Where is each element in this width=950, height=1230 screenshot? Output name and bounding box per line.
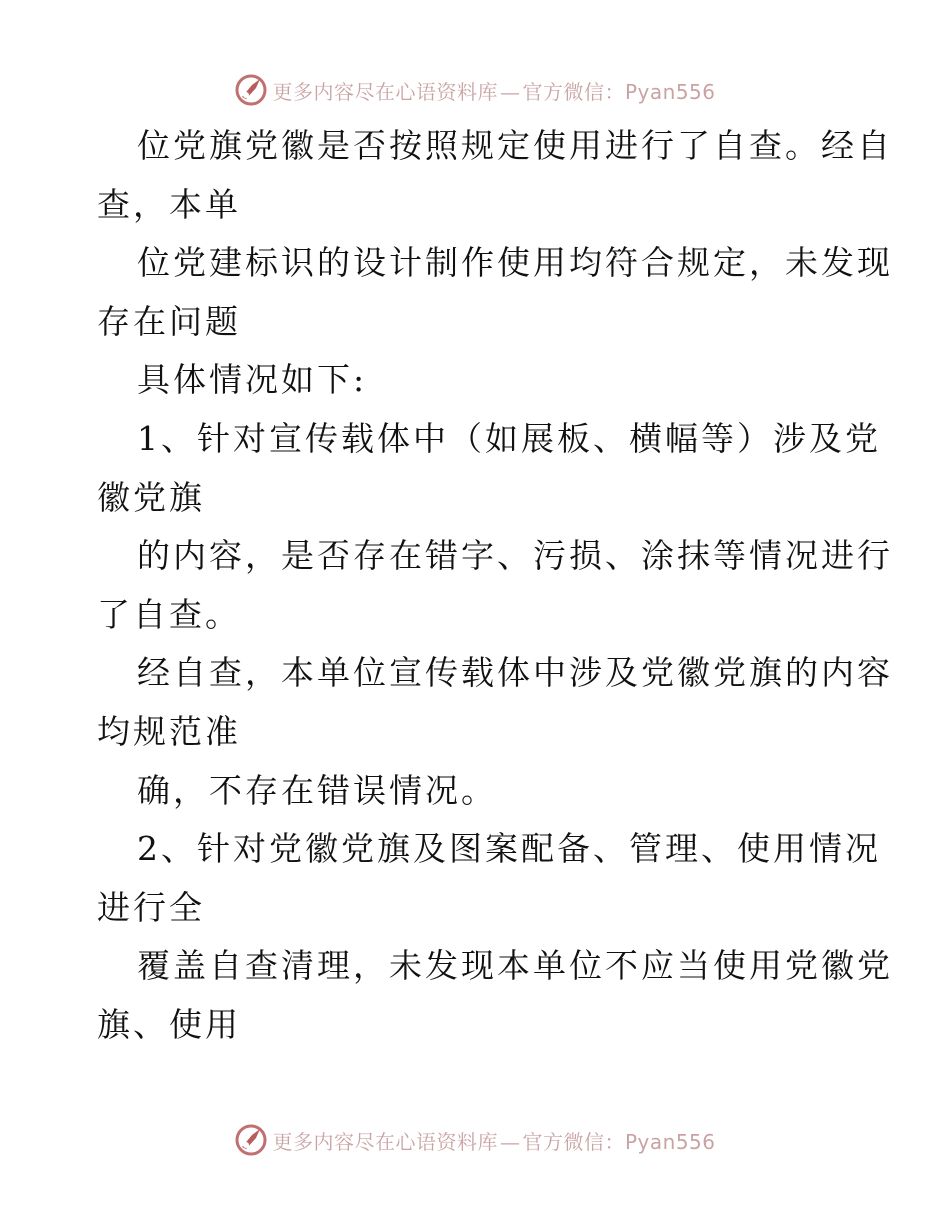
body-line: 存在问题 — [97, 301, 241, 341]
body-line: 具体情况如下: — [137, 360, 368, 400]
watermark-separator: — — [499, 1129, 521, 1154]
body-line: 2、针对党徽党旗及图案配备、管理、使用情况 — [137, 829, 881, 869]
body-line: 了自查。 — [97, 594, 241, 634]
body-line: 经自查，本单位宣传载体中涉及党徽党旗的内容 — [137, 653, 893, 693]
body-line: 徽党旗 — [97, 477, 205, 517]
seal-logo-icon — [234, 1123, 268, 1157]
watermark-text — [272, 1126, 715, 1155]
watermark-wechat-label: 官方微信： — [522, 1129, 625, 1154]
body-line: 旗、使用 — [97, 1004, 241, 1044]
body-line: 位党建标识的设计制作使用均符合规定，未发现 — [137, 243, 893, 283]
watermark-text — [272, 76, 715, 105]
header-watermark — [0, 70, 950, 110]
watermark-wechat-id: Pyan556 — [624, 1129, 716, 1154]
document-body — [97, 117, 893, 1055]
watermark-slogan: 更多内容尽在心语资料库 — [272, 1129, 498, 1154]
watermark-separator: — — [499, 79, 521, 104]
body-line: 位党旗党徽是否按照规定使用进行了自查。经自 — [137, 126, 893, 165]
footer-watermark — [0, 1120, 950, 1160]
watermark-wechat-id: Pyan556 — [624, 79, 716, 104]
seal-logo-icon — [234, 73, 268, 107]
watermark-slogan: 更多内容尽在心语资料库 — [272, 79, 498, 104]
body-line: 进行全 — [97, 887, 205, 927]
body-line: 的内容，是否存在错字、污损、涂抹等情况进行 — [137, 536, 893, 576]
watermark-wechat-label: 官方微信： — [522, 79, 625, 104]
body-line: 查，本单 — [97, 184, 241, 224]
body-line: 1、针对宣传载体中（如展板、横幅等）涉及党 — [137, 418, 881, 458]
body-line: 确，不存在错误情况。 — [137, 770, 497, 810]
body-line: 覆盖自查清理，未发现本单位不应当使用党徽党 — [137, 946, 893, 986]
body-line: 均规范准 — [97, 711, 241, 751]
